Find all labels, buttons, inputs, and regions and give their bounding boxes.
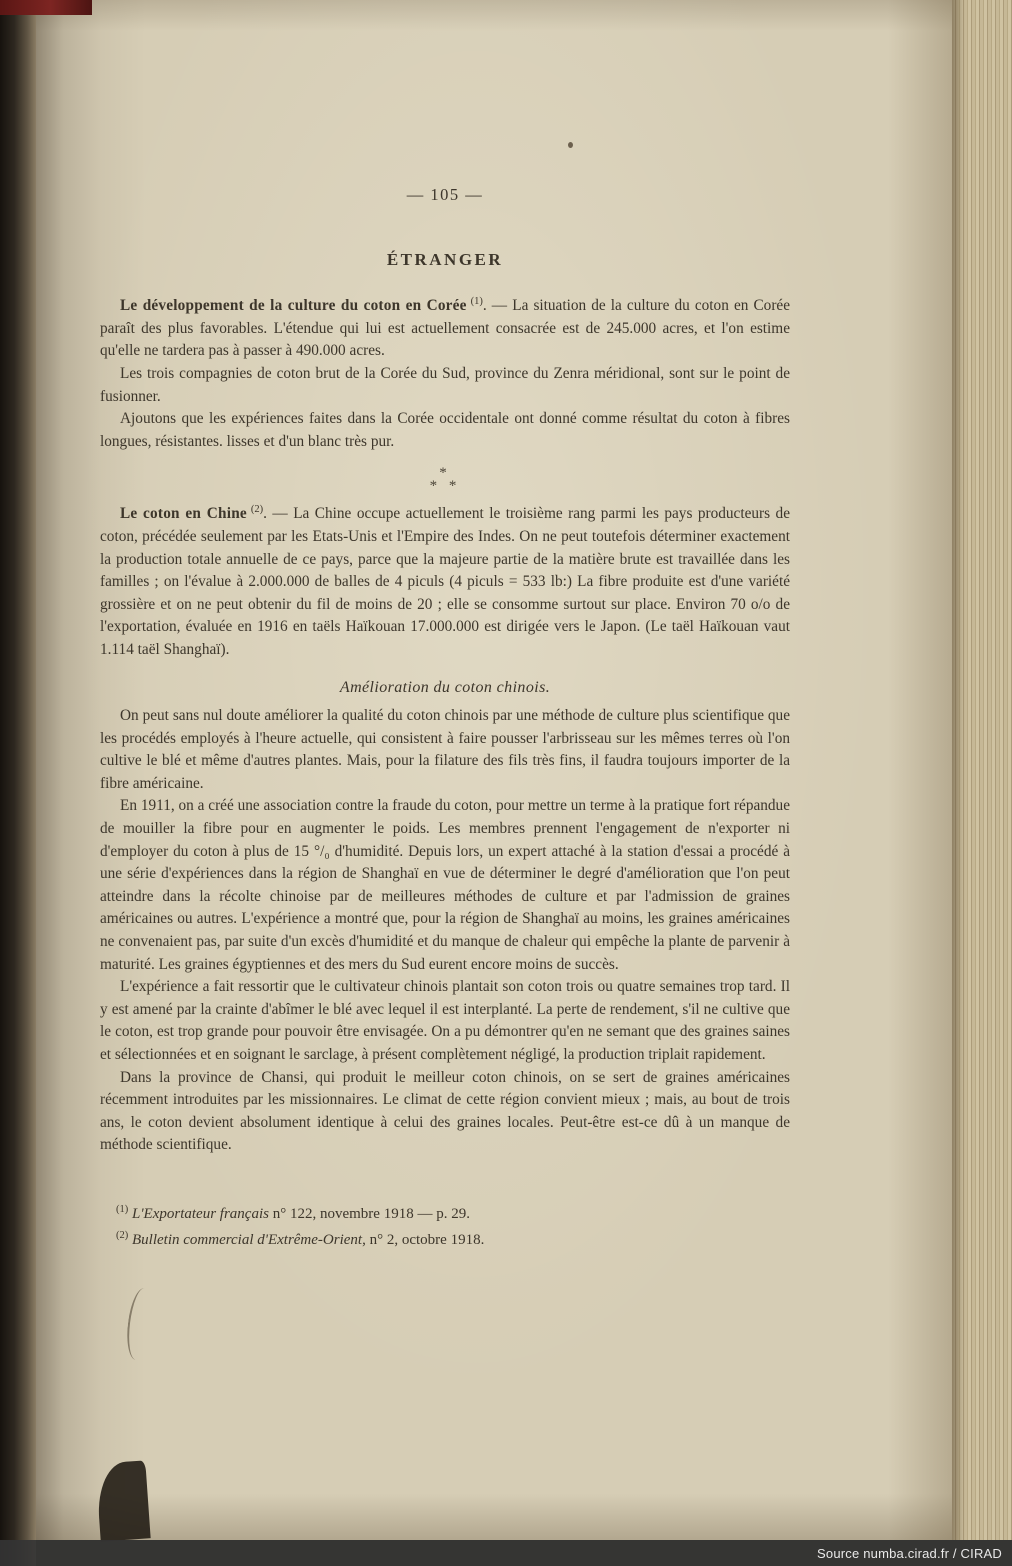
article-title-korea: Le développement de la culture du coton en Corée — [120, 297, 467, 315]
paragraph-china-4: L'expérience a fait ressortir que le cultivateur chinois plantait son coton trois ou quatre semaines trop tard. Il y est amené par la crainte d'abîmer le blé avec lequel il est interplanté. La perte de rendement, s'il ne cultive que le coton, est trop grande pour pouvoir être envisagée. On a pu démontrer qu'en ne semant que des graines saines et sélectionnées et en soignant le sarclage, à présent complètement négligé, la production triplait rapidement. — [100, 978, 790, 1063]
paragraph-korea-2: Les trois compagnies de coton brut de la Corée du Sud, province du Zenra méridional, sont sur le point de fusionner. — [100, 364, 790, 405]
book-gutter-shadow — [0, 0, 36, 1566]
book-spine-top — [0, 0, 92, 15]
paragraph-china-2: On peut sans nul doute améliorer la qualité du coton chinois par une méthode de culture plus scientifique que les procédés employés à l'heure actuelle, qui consistent à faire pousser l'arbrisseau sur les mêmes terres où l'on cultive le blé et même d'autres plantes. Mais, pour la filature des fils très fins, il faudra toujours importer de la fibre américaine. — [100, 707, 790, 792]
page-edges-stack — [952, 0, 1012, 1540]
footnote-marker-2: (2) — [250, 504, 264, 516]
asterism-top: * — [439, 465, 451, 482]
dash-separator: . — — [263, 505, 294, 523]
attribution-text: Source numba.cirad.fr / CIRAD — [817, 1545, 1002, 1561]
section-heading: ÉTRANGER — [386, 249, 504, 269]
footnote-text: , n° 2, octobre 1918. — [362, 1231, 485, 1248]
paragraph-korea-1 — [100, 295, 790, 363]
subsection-heading: Amélioration du coton chinois. — [339, 678, 551, 696]
footnote-journal-title: L'Exportateur français — [132, 1205, 269, 1222]
paragraph-china-3: En 1911, on a créé une association contre la fraude du coton, pour mettre un terme à la pratique fort répandue de mouiller la fibre pour en augmenter le poids. Les membres prennent l'engagement de n'exporter ni d'employer du coton à plus de 15 °/₀ d'humidité. Depuis lors, un expert attaché à la station d'essai a procédé à une série d'expériences dans la région de Shanghaï en vue de déterminer le degré d'amélioration que l'on peut atteindre dans la récolte chinoise par de meilleures méthodes de culture et par l'admission de graines américaines ou autres. L'expérience a montré que, pour la région de Shanghaï au moins, les graines américaines ne convenaient pas, par suite d'un excès d'humidité et du manque de chaleur qui empêche la plante de parvenir à maturité. Les graines égyptiennes et des mers du Sud eurent encore moins de succès. — [100, 797, 790, 973]
paragraph-korea-3: Ajoutons que les expériences faites dans la Corée occidentale ont donné comme résultat du coton à fibres longues, résistantes. lisses et d'un blanc très pur. — [100, 410, 790, 450]
paragraph-china-5: Dans la province de Chansi, qui produit le meilleur coton chinois, on se sert de graines américaines récemment introduites par les missionnaires. Le climat de cette région convient mieux ; mais, au bout de trois ans, le coton devient absolument identique à celui des graines locales. Peut-être est-ce dû à un manque de méthode scientifique. — [100, 1068, 790, 1154]
asterism-divider — [100, 467, 790, 493]
footnote-1 — [116, 1203, 790, 1226]
article-title-china: Le coton en Chine — [120, 505, 247, 523]
footnotes-block — [116, 1203, 790, 1251]
footnote-journal-title: Bulletin commercial d'Extrême-Orient — [132, 1231, 363, 1248]
page-number: — 105 — — [406, 185, 484, 204]
footnote-marker-1: (1) — [470, 296, 483, 308]
footnote-2 — [116, 1229, 790, 1252]
paragraph-text: La situation de la culture du coton en Corée paraît des plus favorables. L'étendue qui lui est actuellement consacrée est de 245.000 acres, et l'on estime qu'elle ne tardera pas à passer à 490.000 acres. — [100, 297, 790, 360]
attribution-bar — [0, 1540, 1012, 1566]
paragraph-text: La Chine occupe actuellement le troisième rang parmi les pays producteurs de coton, précédée seulement par les Etats-Unis et l'Empire des Indes. On ne peut toutefois déterminer exactement la production totale annuelle de ce pays, parce que la majeure partie de la matière brute est travaillée dans les familles ; on l'évalue à 2.000.000 de balles de 4 piculs (4 piculs = 533 lb:) La fibre produite est d'une variété grossière et on ne peut obtenir du fil de moins de 20 ; elle se consomme surtout sur place. Environ 70 o/o de l'exportation, évaluée en 1916 en taëls Haïkouan 17.000.000 est dirigée vers le Japon. (Le taël Haïkouan vaut 1.114 taël Shanghaï). — [100, 505, 790, 658]
footnote-ref-1: (1) — [116, 1203, 129, 1215]
paragraph-china-1 — [100, 503, 790, 661]
dash-separator: . — — [482, 297, 513, 315]
asterism-bottom: * * — [429, 478, 461, 495]
footnote-text: n° 122, novembre 1918 — p. 29. — [268, 1205, 470, 1222]
printed-text-block — [100, 0, 790, 1254]
footnote-ref-2: (2) — [116, 1229, 129, 1241]
